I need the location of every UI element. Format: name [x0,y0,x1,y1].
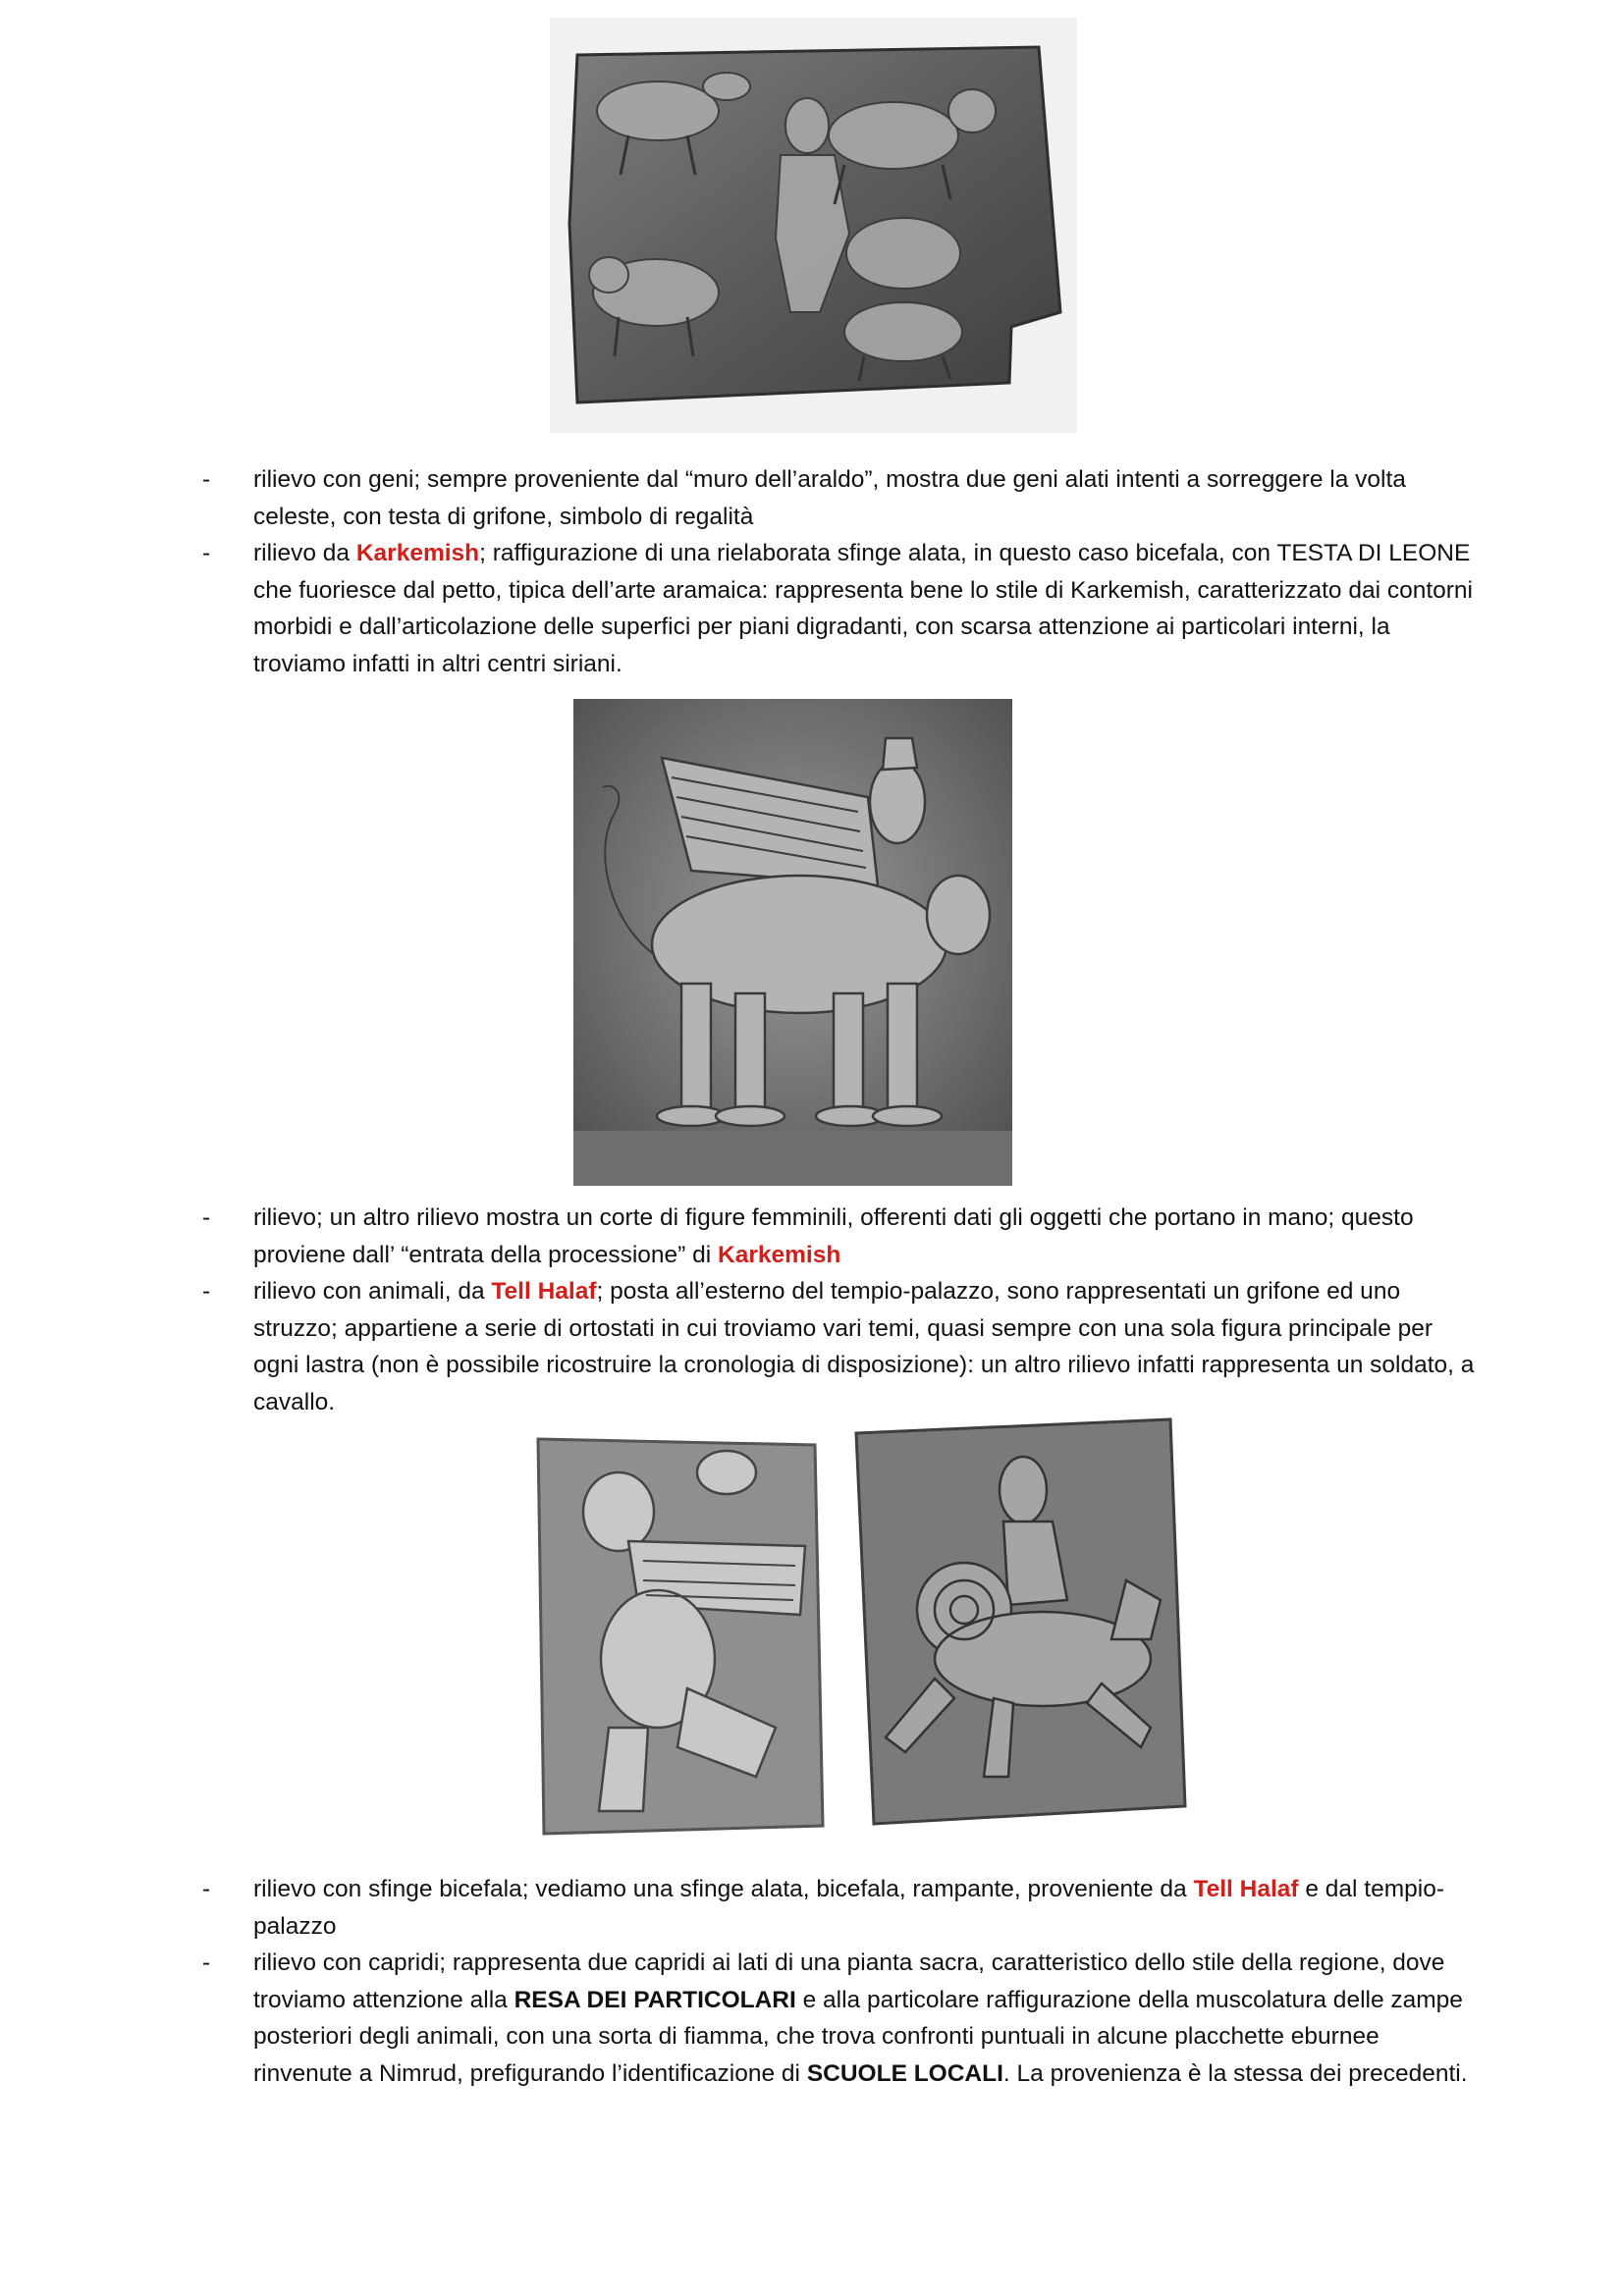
relief-image-kneeling-hero [550,18,1077,433]
highlight-karkemish: Karkemish [718,1241,841,1268]
relief-image-horseman [846,1414,1190,1836]
bullet-list-1 [202,461,1479,682]
highlight-tell-halaf: Tell Halaf [1193,1876,1299,1902]
bullet-dash: - [202,1204,211,1231]
bullet-dash: - [202,540,211,566]
bullet-corte-femminile: - rilievo; un altro rilievo mostra un corte di figure femminili, offerenti dati gli oggetti che portano in mano; questo proviene dall’ “entrata della processione” di Karkemish [202,1200,1479,1273]
bullet-capridi: - rilievo con capridi; rappresenta due capridi ai lati di una pianta sacra, caratteristico dello stile della regione, dove troviamo attenzione alla RESA DEI PARTICOLARI e alla particolare raffigurazione della muscolatura delle zampe posteriori degli animali, con una sorta di fiamma, che trova confronti puntuali in alcune placchette eburnee rinvenute a Nimrud, prefigurando l’identificazione di SCUOLE LOCALI. La provenienza è la stessa dei precedenti. [202,1945,1479,2092]
relief-image-winged-sphinx [573,699,1012,1186]
highlight-tell-halaf: Tell Halaf [491,1278,597,1305]
bullet-dash: - [202,1949,211,1976]
bullet-list-2 [202,1200,1479,1420]
bullet-list-3 [202,1871,1479,2092]
bullet-karkemish-sfinge: - rilievo da Karkemish; raffigurazione di una rielaborata sfinge alata, in questo caso bicefala, con TESTA DI LEONE che fuoriesce dal petto, tipica dell’arte aramaica: rappresenta bene lo stile di Karkemish, caratterizzato dai contorni morbidi e dall’articolazione delle superfici per piani digradanti, con scarsa attenzione ai particolari interni, la troviamo infatti in altri centri siriani. [202,535,1479,682]
bullet-dash: - [202,1278,211,1305]
bullet-dash: - [202,1876,211,1902]
emphasis-resa-particolari: RESA DEI PARTICOLARI [514,1986,796,2013]
highlight-karkemish: Karkemish [355,540,480,566]
bullet-tell-halaf-animali: - rilievo con animali, da Tell Halaf; posta all’esterno del tempio-palazzo, sono rappresentati un grifone ed uno struzzo; appartiene a serie di ortostati in cui troviamo vari temi, quasi sempre con una sola figura principale per ogni lastra (non è possibile ricostruire la cronologia di disposizione): un altro rilievo infatti rappresenta un soldato, a cavallo. [202,1273,1479,1420]
bullet-sfinge-bicefala: - rilievo con sfinge bicefala; vediamo una sfinge alata, bicefala, rampante, proveniente da Tell Halaf e dal tempio-palazzo [202,1871,1479,1945]
bullet-geni: - rilievo con geni; sempre proveniente dal “muro dell’araldo”, mostra due geni alati intenti a sorreggere la volta celeste, con testa di grifone, simbolo di regalità [202,461,1479,535]
relief-image-rampant-sphinx [530,1433,827,1840]
emphasis-scuole-locali: SCUOLE LOCALI [806,2059,1003,2087]
bullet-dash: - [202,466,211,493]
